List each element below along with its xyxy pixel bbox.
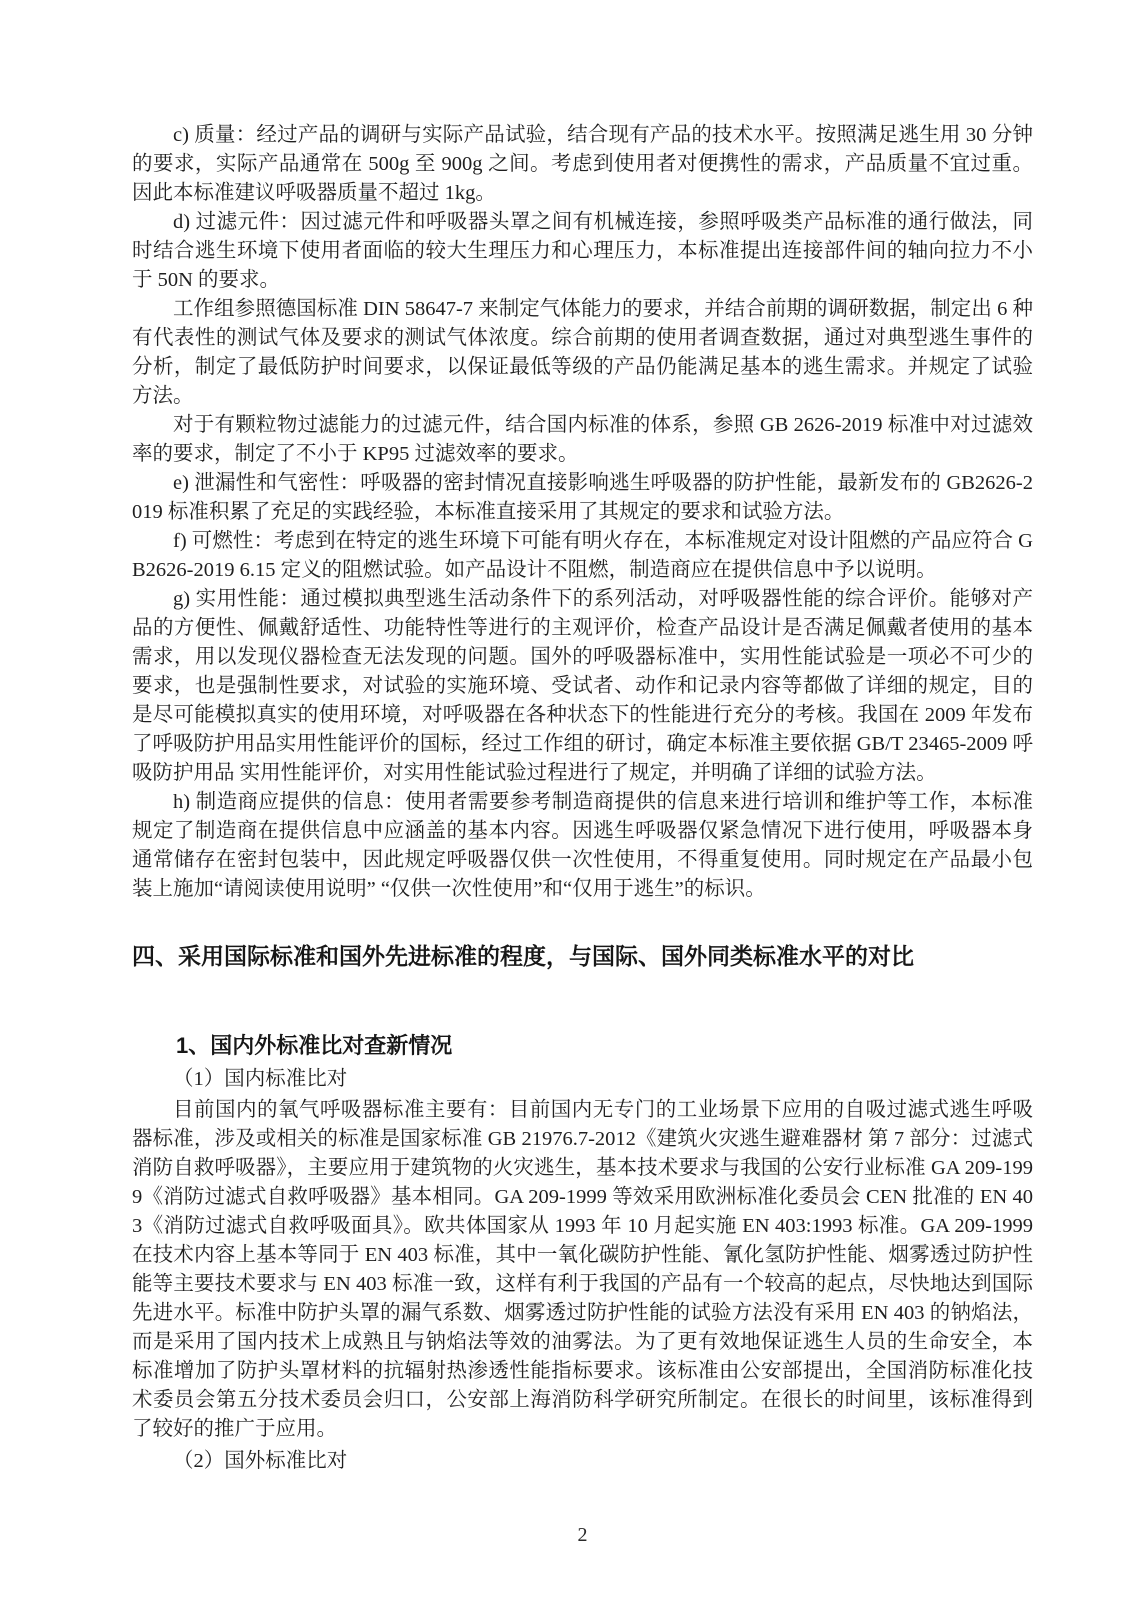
paragraph-workgroup-gas-capacity: 工作组参照德国标准 DIN 58647-7 来制定气体能力的要求，并结合前期的调研数据，制定出 6 种有代表性的测试气体及要求的测试气体浓度。综合前期的使用者调查数据，通过对典型逃生事件的分析，制定了最低防护时间要求，以保证最低等级的产品仍能满足基本的逃生需求。并规定了试验方法。: [132, 298, 1033, 407]
paragraph-c-quality: c) 质量：经过产品的调研与实际产品试验，结合现有产品的技术水平。按照满足逃生用 30 分钟的要求，实际产品通常在 500g 至 900g 之间。考虑到使用者对便携性的需求，产品质量不宜过重。因此本标准建议呼吸器质量不超过 1kg。: [132, 124, 1033, 204]
page-number: 2: [577, 1524, 588, 1546]
paragraph-h-manufacturer-info: h) 制造商应提供的信息：使用者需要参考制造商提供的信息来进行培训和维护等工作，本标准规定了制造商在提供信息中应涵盖的基本内容。因逃生呼吸器仅紧急情况下进行使用，呼吸器本身通常储存在密封包装中，因此规定呼吸器仅供一次性使用，不得重复使用。同时规定在产品最小包装上施加“请阅读使用说明” “仅供一次性使用”和“仅用于逃生”的标识。: [132, 791, 1033, 900]
paragraph-e-leakage-airtightness: e) 泄漏性和气密性：呼吸器的密封情况直接影响逃生呼吸器的防护性能，最新发布的 GB2626-2019 标准积累了充足的实践经验，本标准直接采用了其规定的要求和试验方法。: [132, 472, 1033, 523]
section-4-heading: 四、采用国际标准和国外先进标准的程度，与国际、国外同类标准水平的对比: [132, 943, 914, 969]
paragraph-g-practical-performance: g) 实用性能：通过模拟典型逃生活动条件下的系列活动，对呼吸器性能的综合评价。能够对产品的方便性、佩戴舒适性、功能特性等进行的主观评价，检查产品设计是否满足佩戴者使用的基本需求，用以发现仪器检查无法发现的问题。国外的呼吸器标准中，实用性能试验是一项必不可少的要求，也是强制性要求，对试验的实施环境、受试者、动作和记录内容等都做了详细的规定，目的是尽可能模拟真实的使用环境，对呼吸器在各种状态下的性能进行充分的考核。我国在 2009 年发布了呼吸防护用品实用性能评价的国标，经过工作组的研讨，确定本标准主要依据 GB/T 23465-2009 呼吸防护用品 实用性能评价，对实用性能试验过程进行了规定，并明确了详细的试验方法。: [132, 588, 1033, 784]
paragraph-domestic-comparison: 目前国内的氧气呼吸器标准主要有：目前国内无专门的工业场景下应用的自吸过滤式逃生呼吸器标准，涉及或相关的标准是国家标准 GB 21976.7-2012《建筑火灾逃生避难器材 第 7 部分：过滤式消防自救呼吸器》，主要应用于建筑物的火灾逃生，基本技术要求与我国的公安行业标准 GA 209-1999《消防过滤式自救呼吸器》基本相同。GA 209-1999 等效采用欧洲标准化委员会 CEN 批准的 EN 403《消防过滤式自救呼吸面具》。欧共体国家从 1993 年 10 月起实施 EN 403:1993 标准。GA 209-1999 在技术内容上基本等同于 EN 403 标准，其中一氧化碳防护性能、氰化氢防护性能、烟雾透过防护性能等主要技术要求与 EN 403 标准一致，这样有利于我国的产品有一个较高的起点，尽快地达到国际先进水平。标准中防护头罩的漏气系数、烟雾透过防护性能的试验方法没有采用 EN 403 的钠焰法，而是采用了国内技术上成熟且与钠焰法等效的油雾法。为了更有效地保证逃生人员的生命安全，本标准增加了防护头罩材料的抗辐射热渗透性能指标要求。该标准由公安部提出，全国消防标准化技术委员会第五分技术委员会归口，公安部上海消防科学研究所制定。在很长的时间里，该标准得到了较好的推广于应用。: [132, 1099, 1033, 1440]
paragraph-particle-filter: 对于有颗粒物过滤能力的过滤元件，结合国内标准的体系，参照 GB 2626-2019 标准中对过滤效率的要求，制定了不小于 KP95 过滤效率的要求。: [132, 414, 1033, 465]
subsection-1-heading: 1、国内外标准比对查新情况: [176, 1033, 453, 1058]
list-item-foreign-comparison-label: （2）国外标准比对: [173, 1450, 348, 1472]
paragraph-d-filter-element: d) 过滤元件：因过滤元件和呼吸器头罩之间有机械连接，参照呼吸类产品标准的通行做法，同时结合逃生环境下使用者面临的较大生理压力和心理压力，本标准提出连接部件间的轴向拉力不小于 50N 的要求。: [132, 211, 1033, 291]
paragraph-f-flammability: f) 可燃性：考虑到在特定的逃生环境下可能有明火存在，本标准规定对设计阻燃的产品应符合 GB2626-2019 6.15 定义的阻燃试验。如产品设计不阻燃，制造商应在提供信息中予以说明。: [132, 530, 1033, 581]
list-item-domestic-comparison-label: （1）国内标准比对: [173, 1068, 348, 1090]
